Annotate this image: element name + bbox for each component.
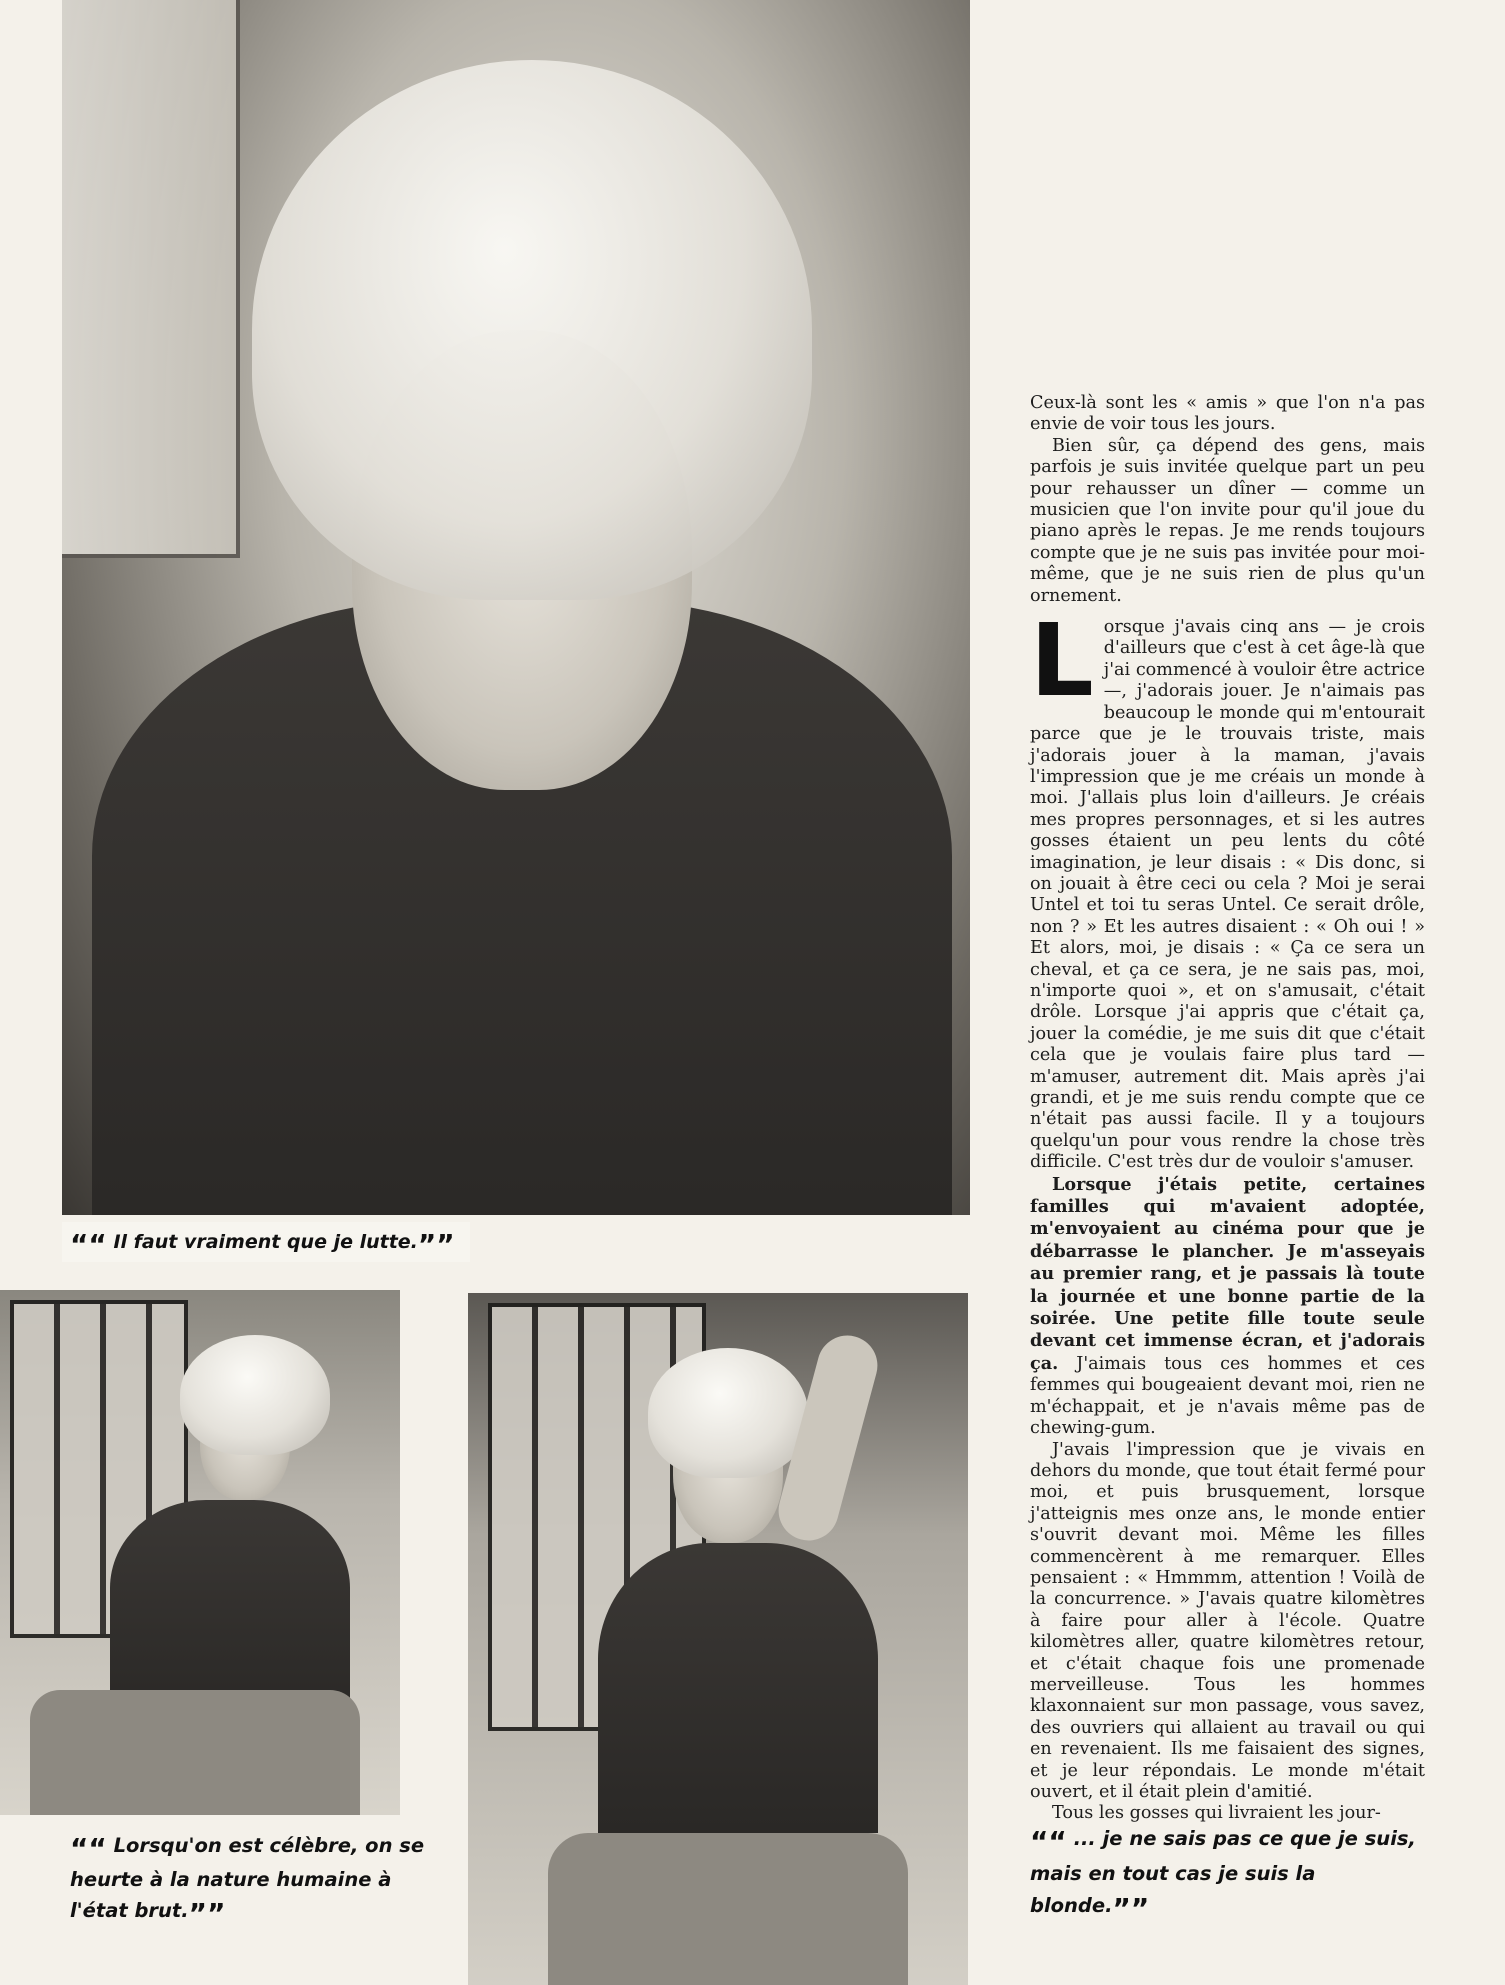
caption-text: ... je ne sais pas ce que je suis, mais en tout cas je suis la blonde. — [1030, 1827, 1416, 1917]
article-text-column — [1030, 393, 1425, 1825]
close-quote-mark: ”” — [188, 1897, 226, 1930]
open-quote-mark: ““ — [70, 1832, 107, 1865]
open-quote-mark: ““ — [70, 1228, 107, 1261]
close-quote-mark: ”” — [417, 1228, 455, 1261]
bold-lead-text: Lorsque j'étais petite, certaines familles qui m'avaient adoptée, m'envoyaient au cinéma pour que je débarrasse le plancher. Je m'asseyais au premier rang, et je passais là toute la journée et une bonne partie de la soirée. Une petite fille toute seule devant cet immense écran, et j'adorais ça. — [1030, 1173, 1425, 1374]
open-quote-mark: ““ — [1030, 1825, 1067, 1858]
article-paragraph — [1030, 1174, 1425, 1440]
caption-large-photo — [62, 1222, 470, 1262]
article-paragraph: Bien sûr, ça dépend des gens, mais parfois je suis invitée quelque part un peu pour rehausser un dîner — comme un musicien que l'on invite pour qu'il joue du piano après le repas. Je me rends toujours compte que je ne suis pas invitée pour moi-même, que je ne suis rien de plus qu'un ornement. — [1030, 435, 1425, 606]
caption-text: Il faut vraiment que je lutte. — [113, 1231, 418, 1253]
large-portrait-photo — [62, 0, 970, 1215]
pull-quote — [1030, 1823, 1425, 1925]
drop-cap-letter: L — [1030, 602, 1094, 720]
close-quote-mark: ”” — [1112, 1892, 1150, 1925]
hair-shape — [180, 1335, 330, 1455]
shirt-shape — [598, 1543, 878, 1833]
caption-text: Lorsqu'on est célèbre, on se heurte à la nature humaine à l'état brut. — [70, 1834, 425, 1922]
caption-seated-photo — [70, 1830, 440, 1929]
article-paragraph-text: J'aimais tous ces hommes et ces femmes qui bougeaient devant moi, rien ne m'échappait, et je n'avais même pas de chewing-gum. — [1030, 1353, 1425, 1439]
seated-photo-left — [0, 1290, 400, 1815]
article-paragraph: Tous les gosses qui livraient les jour- — [1052, 1803, 1381, 1824]
legs-shape — [30, 1690, 360, 1815]
article-paragraph-text: orsque j'avais cinq ans — je crois d'ailleurs que c'est à cet âge-là que j'ai commencé à vouloir être actrice —, j'adorais jouer. Je n'aimais pas beaucoup le monde qui m'entourait parce que je le trouvais triste, mais j'adorais jouer à la maman, j'avais l'impression que je me créais un monde à moi. J'allais plus loin d'ailleurs. Je créais mes propres personnages, et si les autres gosses étaient un peu lents du côté imagination, je leur disais : « Dis donc, si on jouait à être ceci ou cela ? Moi je serai Untel et toi tu seras Untel. Ce serait drôle, non ? » Et les autres disaient : « Oh oui ! » Et alors, moi, je disais : « Ça ce sera un cheval, et ça ce sera, je ne sais pas, moi, n'importe quoi », et on s'amusait, c'était drôle. Lorsque j'ai appris que c'était ça, jouer la comédie, je me suis dit que c'était cela que je voulais faire plus tard — m'amuser, autrement dit. Mais après j'ai grandi, et je me suis rendu compte que ce n'était pas aussi facile. Il y a toujours quelqu'un pour vous rendre la chose très difficile. C'est très dur de vouloir s'amuser. — [1030, 617, 1425, 1173]
article-paragraph: J'avais l'impression que je vivais en dehors du monde, que tout était fermé pour moi, et puis brusquement, lorsque j'atteignis mes onze ans, le monde entier s'ouvrit devant moi. Même les filles commencèrent à me remarquer. Elles pensaient : « Hmmmm, attention ! Voilà de la concurrence. » J'avais quatre kilomètres à faire pour aller à l'école. Quatre kilomètres aller, quatre kilomètres retour, et c'était chaque fois une promenade merveilleuse. Tous les hommes klaxonnaient sur mon passage, vous savez, des ouvriers qui allaient au travail ou qui en revenaient. Ils me faisaient des signes, et je leur répondais. Le monde m'était ouvert, et il était plein d'amitié. — [1030, 1439, 1425, 1802]
background-window-frame — [62, 0, 240, 558]
arm-raised-photo-right — [468, 1293, 968, 1985]
shirt-shape — [110, 1500, 350, 1720]
article-paragraph: Ceux-là sont les « amis » que l'on n'a pas envie de voir tous les jours. — [1030, 393, 1425, 435]
hair-shape — [648, 1348, 808, 1478]
hair-shape — [252, 60, 812, 600]
legs-shape — [548, 1833, 908, 1985]
article-paragraph-dropcap — [1030, 602, 1425, 1174]
